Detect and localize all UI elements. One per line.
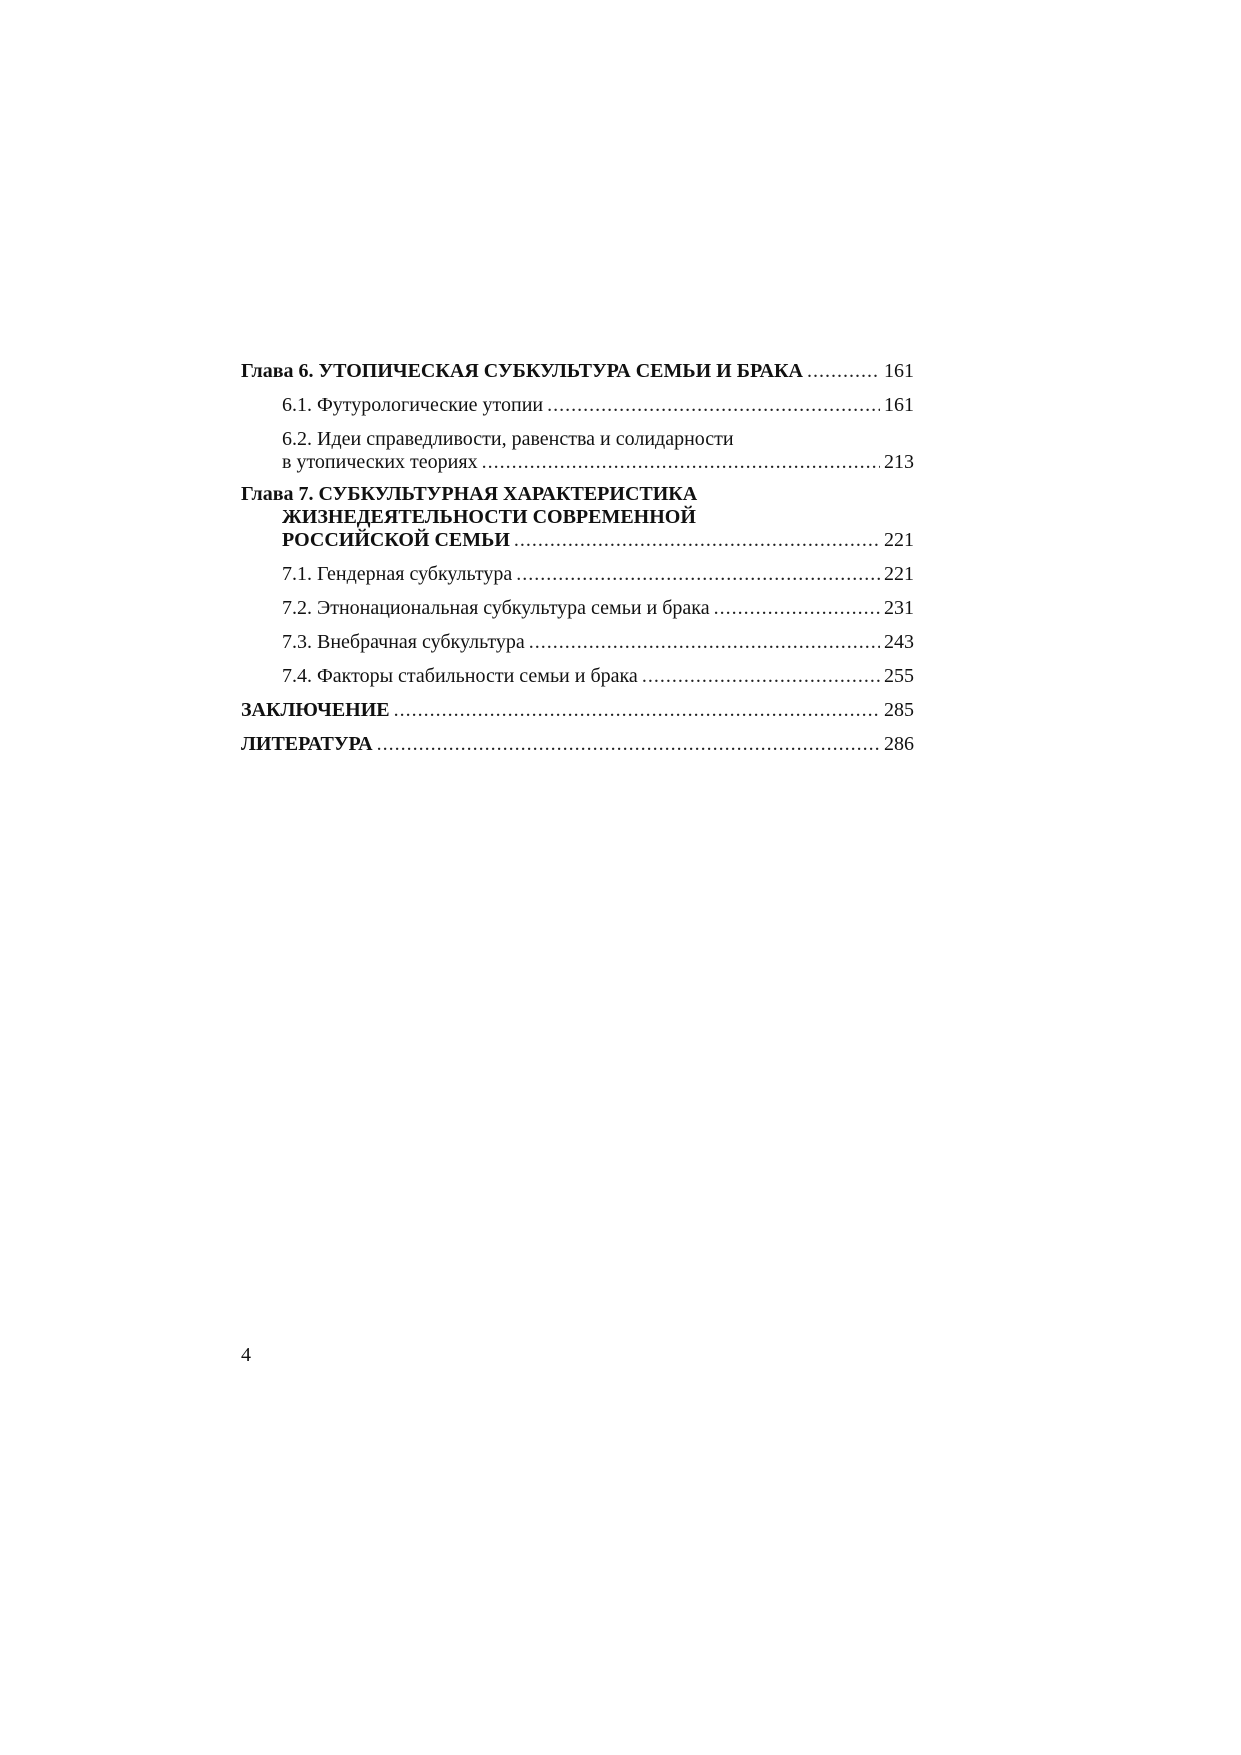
dot-leader (394, 699, 880, 722)
dot-leader (482, 451, 880, 474)
toc-section-7-1-page: 221 (884, 563, 914, 585)
table-of-contents (241, 360, 914, 756)
toc-literature-page: 286 (884, 733, 914, 755)
toc-chapter-7[interactable] (241, 483, 914, 552)
toc-section-6-2-page: 213 (884, 451, 914, 473)
toc-section-6-2-title-line1: 6.2. Идеи справедливости, равенства и солидарности (282, 428, 734, 450)
toc-conclusion-title: ЗАКЛЮЧЕНИЕ (241, 699, 390, 721)
toc-section-7-4[interactable] (241, 665, 914, 688)
toc-section-7-3-page: 243 (884, 631, 914, 653)
toc-literature[interactable] (241, 733, 914, 756)
toc-chapter-7-page: 221 (884, 529, 914, 551)
toc-section-7-2[interactable] (241, 597, 914, 620)
toc-section-6-1-title: 6.1. Футурологические утопии (282, 394, 544, 416)
toc-section-7-2-page: 231 (884, 597, 914, 619)
toc-section-7-2-title: 7.2. Этнонациональная субкультура семьи и брака (282, 597, 710, 619)
toc-section-6-1-page: 161 (884, 394, 914, 416)
toc-section-7-3[interactable] (241, 631, 914, 654)
toc-chapter-7-title-line3: РОССИЙСКОЙ СЕМЬИ (282, 529, 510, 551)
toc-chapter-6-page: 161 (884, 360, 914, 382)
toc-section-7-3-title: 7.3. Внебрачная субкультура (282, 631, 525, 653)
toc-chapter-7-title-line2: ЖИЗНЕДЕЯТЕЛЬНОСТИ СОВРЕМЕННОЙ (282, 506, 696, 528)
toc-section-7-1[interactable] (241, 563, 914, 586)
dot-leader (529, 631, 880, 654)
dot-leader (516, 563, 880, 586)
toc-section-6-1[interactable] (241, 394, 914, 417)
toc-literature-title: ЛИТЕРАТУРА (241, 733, 373, 755)
dot-leader (714, 597, 880, 620)
page-number: 4 (241, 1344, 251, 1366)
toc-section-7-1-title: 7.1. Гендерная субкультура (282, 563, 513, 585)
dot-leader (514, 529, 880, 552)
toc-section-6-2-title-line2: в утопических теориях (282, 451, 478, 473)
toc-section-7-4-page: 255 (884, 665, 914, 687)
toc-conclusion[interactable] (241, 699, 914, 722)
dot-leader (547, 394, 880, 417)
toc-section-6-2[interactable] (241, 428, 914, 474)
toc-conclusion-page: 285 (884, 699, 914, 721)
toc-section-7-4-title: 7.4. Факторы стабильности семьи и брака (282, 665, 638, 687)
toc-chapter-6-title: Глава 6. УТОПИЧЕСКАЯ СУБКУЛЬТУРА СЕМЬИ И БРАКА (241, 360, 803, 382)
toc-chapter-6[interactable] (241, 360, 914, 383)
dot-leader (377, 733, 880, 756)
dot-leader (642, 665, 880, 688)
toc-chapter-7-title-line1: Глава 7. СУБКУЛЬТУРНАЯ ХАРАКТЕРИСТИКА (241, 483, 698, 505)
dot-leader (807, 360, 880, 383)
